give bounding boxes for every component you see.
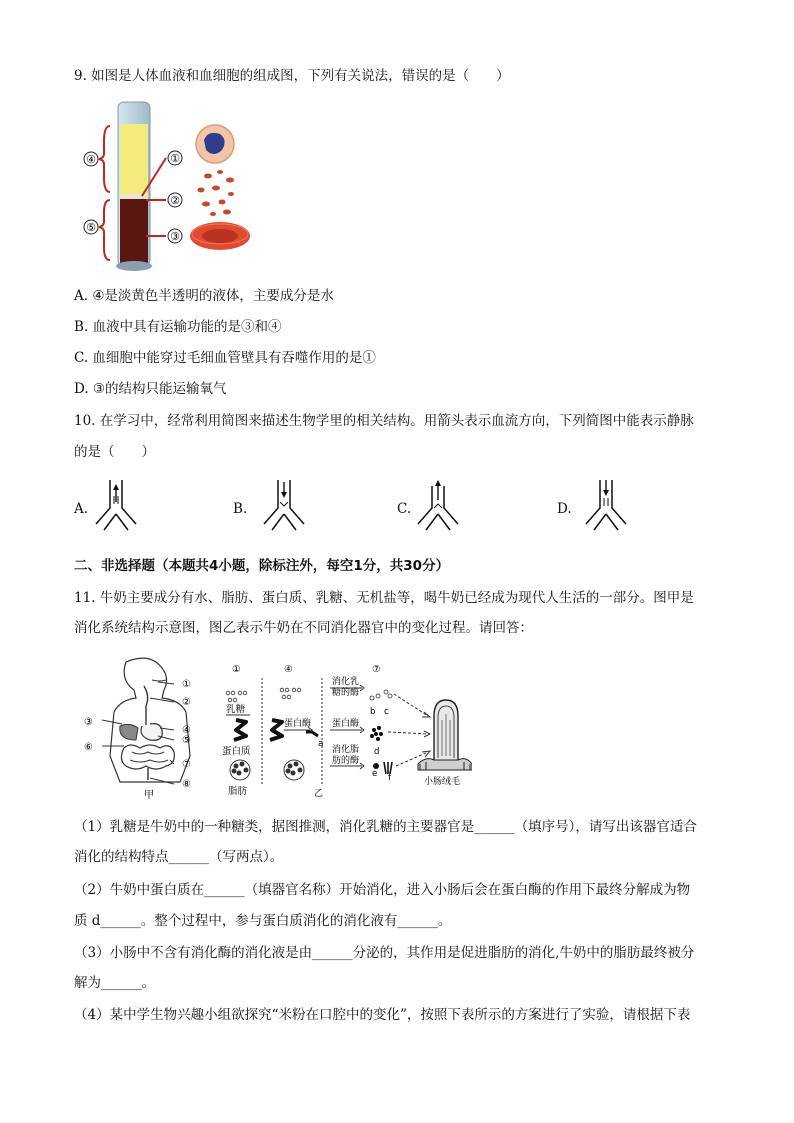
enzyme-lactose-line1: 消化乳	[332, 677, 360, 687]
q11-sub3-line2: 解为______。	[74, 975, 155, 991]
q9-option-b: B. 血液中具有运输功能的是③和④	[74, 319, 282, 335]
label-3: ③	[170, 230, 180, 243]
label-2: ②	[170, 194, 180, 207]
q9-option-d: D. ③的结构只能运输氧气	[74, 381, 227, 397]
q9-option-a: A. ④是淡黄色半透明的液体，主要成分是水	[74, 288, 334, 304]
label-4: ④	[86, 153, 96, 166]
intestinal-villus	[418, 700, 472, 770]
jia-label-5: ⑤	[182, 735, 191, 746]
fat-label: 脂肪	[228, 786, 248, 797]
letter-b: b	[370, 707, 376, 717]
letter-f: f	[388, 773, 391, 783]
yi-caption: 乙	[314, 789, 324, 799]
q10-option-b-label: B.	[233, 501, 248, 517]
lactose-label: 乳糖	[226, 704, 246, 715]
q11-sub3-line1: （3）小肠中不含有消化酶的消化液是由______分泌的，其作用是促进脂肪的消化,牛奶中的脂肪最终被分	[74, 945, 695, 961]
yi-col-label-4: ④	[284, 664, 293, 675]
milk-digestion-figure	[222, 660, 472, 800]
q9-option-c: C. 血细胞中能穿过毛细血管壁具有吞噬作用的是①	[74, 350, 376, 366]
jia-label-4: ④	[182, 725, 191, 736]
protease-label-2: 蛋白酶	[332, 719, 360, 729]
q10-option-a-diagram	[94, 478, 138, 534]
yi-col-label-7: ⑦	[372, 664, 381, 675]
protease-label-1: 蛋白酶	[284, 719, 312, 729]
q9-stem: 9. 如图是人体血液和血细胞的组成图，下列有关说法，错误的是（ ）	[74, 68, 510, 84]
label-1: ①	[170, 152, 180, 165]
q10-stem-line2: 的是（ ）	[74, 444, 155, 460]
jia-label-1: ①	[182, 679, 191, 690]
q11-sub4-line1: （4）某中学生物兴趣小组欲探究“米粉在口腔中的变化”，按照下表所示的方案进行了实验，请根据下表	[74, 1007, 691, 1023]
jia-label-8: ⑧	[182, 779, 191, 790]
q11-stem-line2: 消化系统结构示意图，图乙表示牛奶在不同消化器官中的变化过程。请回答：	[74, 620, 533, 636]
plasma-layer	[120, 124, 148, 194]
q10-option-b-diagram	[262, 478, 306, 534]
jia-caption: 甲	[144, 790, 154, 801]
products-d	[370, 726, 383, 741]
fat-droplets	[230, 760, 304, 780]
protein-chain-2	[270, 720, 282, 740]
letter-e: e	[372, 769, 378, 779]
protein-label: 蛋白质	[222, 746, 251, 757]
q11-stem-line1: 11. 牛奶主要成分有水、脂肪、蛋白质、乳糖、无机盐等，喝牛奶已经成为现代人生活的一部分。图甲是	[74, 590, 694, 606]
blood-composition-figure	[80, 96, 280, 276]
q10-option-c-label: C.	[397, 501, 412, 517]
q10-option-c-diagram	[416, 478, 460, 534]
jia-label-6: ⑥	[84, 742, 93, 753]
label-5: ⑤	[86, 221, 96, 234]
products-bc	[370, 690, 392, 700]
letter-c: c	[384, 707, 389, 717]
platelets	[198, 170, 235, 216]
digestive-system-figure	[80, 656, 220, 802]
yi-col-label-1: ①	[232, 664, 241, 675]
section-2-title: 二、非选择题（本题共4小题，除标注外，每空1分，共30分）	[74, 558, 450, 574]
q11-sub2-line2: 质 d______。整个过程中，参与蛋白质消化的消化液有______。	[74, 913, 452, 929]
q11-sub2-line1: （2）牛奶中蛋白质在______（填器官名称）开始消化，进入小肠后会在蛋白酶的作用下最终分解成为物	[74, 882, 691, 898]
q10-option-d-label: D.	[557, 501, 572, 517]
enzyme-fat-line1: 消化脂	[332, 745, 360, 755]
red-cell-layer	[120, 199, 148, 263]
jia-label-2: ②	[182, 697, 191, 708]
lactose-dots	[226, 688, 301, 702]
jia-label-3: ③	[84, 717, 93, 728]
peptide-a	[306, 732, 318, 736]
enzyme-fat-line2: 肪的酶	[332, 756, 360, 766]
q10-option-a-label: A.	[74, 501, 89, 517]
letter-d: d	[374, 747, 380, 757]
enzyme-lactose-line2: 糖的酶	[332, 688, 360, 698]
villus-label: 小肠绒毛	[424, 777, 461, 787]
q10-option-d-diagram	[584, 478, 628, 534]
q11-sub1-line1: （1）乳糖是牛奶中的一种糖类，据图推测，消化乳糖的主要器官是______（填序号），请写出该器官适合	[74, 819, 697, 835]
q10-stem-line1: 10. 在学习中，经常利用简图来描述生物学里的相关结构。用箭头表示血流方向，下列简图中能表示静脉	[74, 413, 694, 429]
jia-label-7: ⑦	[182, 759, 191, 770]
letter-a: a	[318, 739, 324, 749]
q11-sub1-line2: 消化的结构特点______（写两点）。	[74, 849, 284, 865]
protein-chain-1	[234, 720, 246, 740]
